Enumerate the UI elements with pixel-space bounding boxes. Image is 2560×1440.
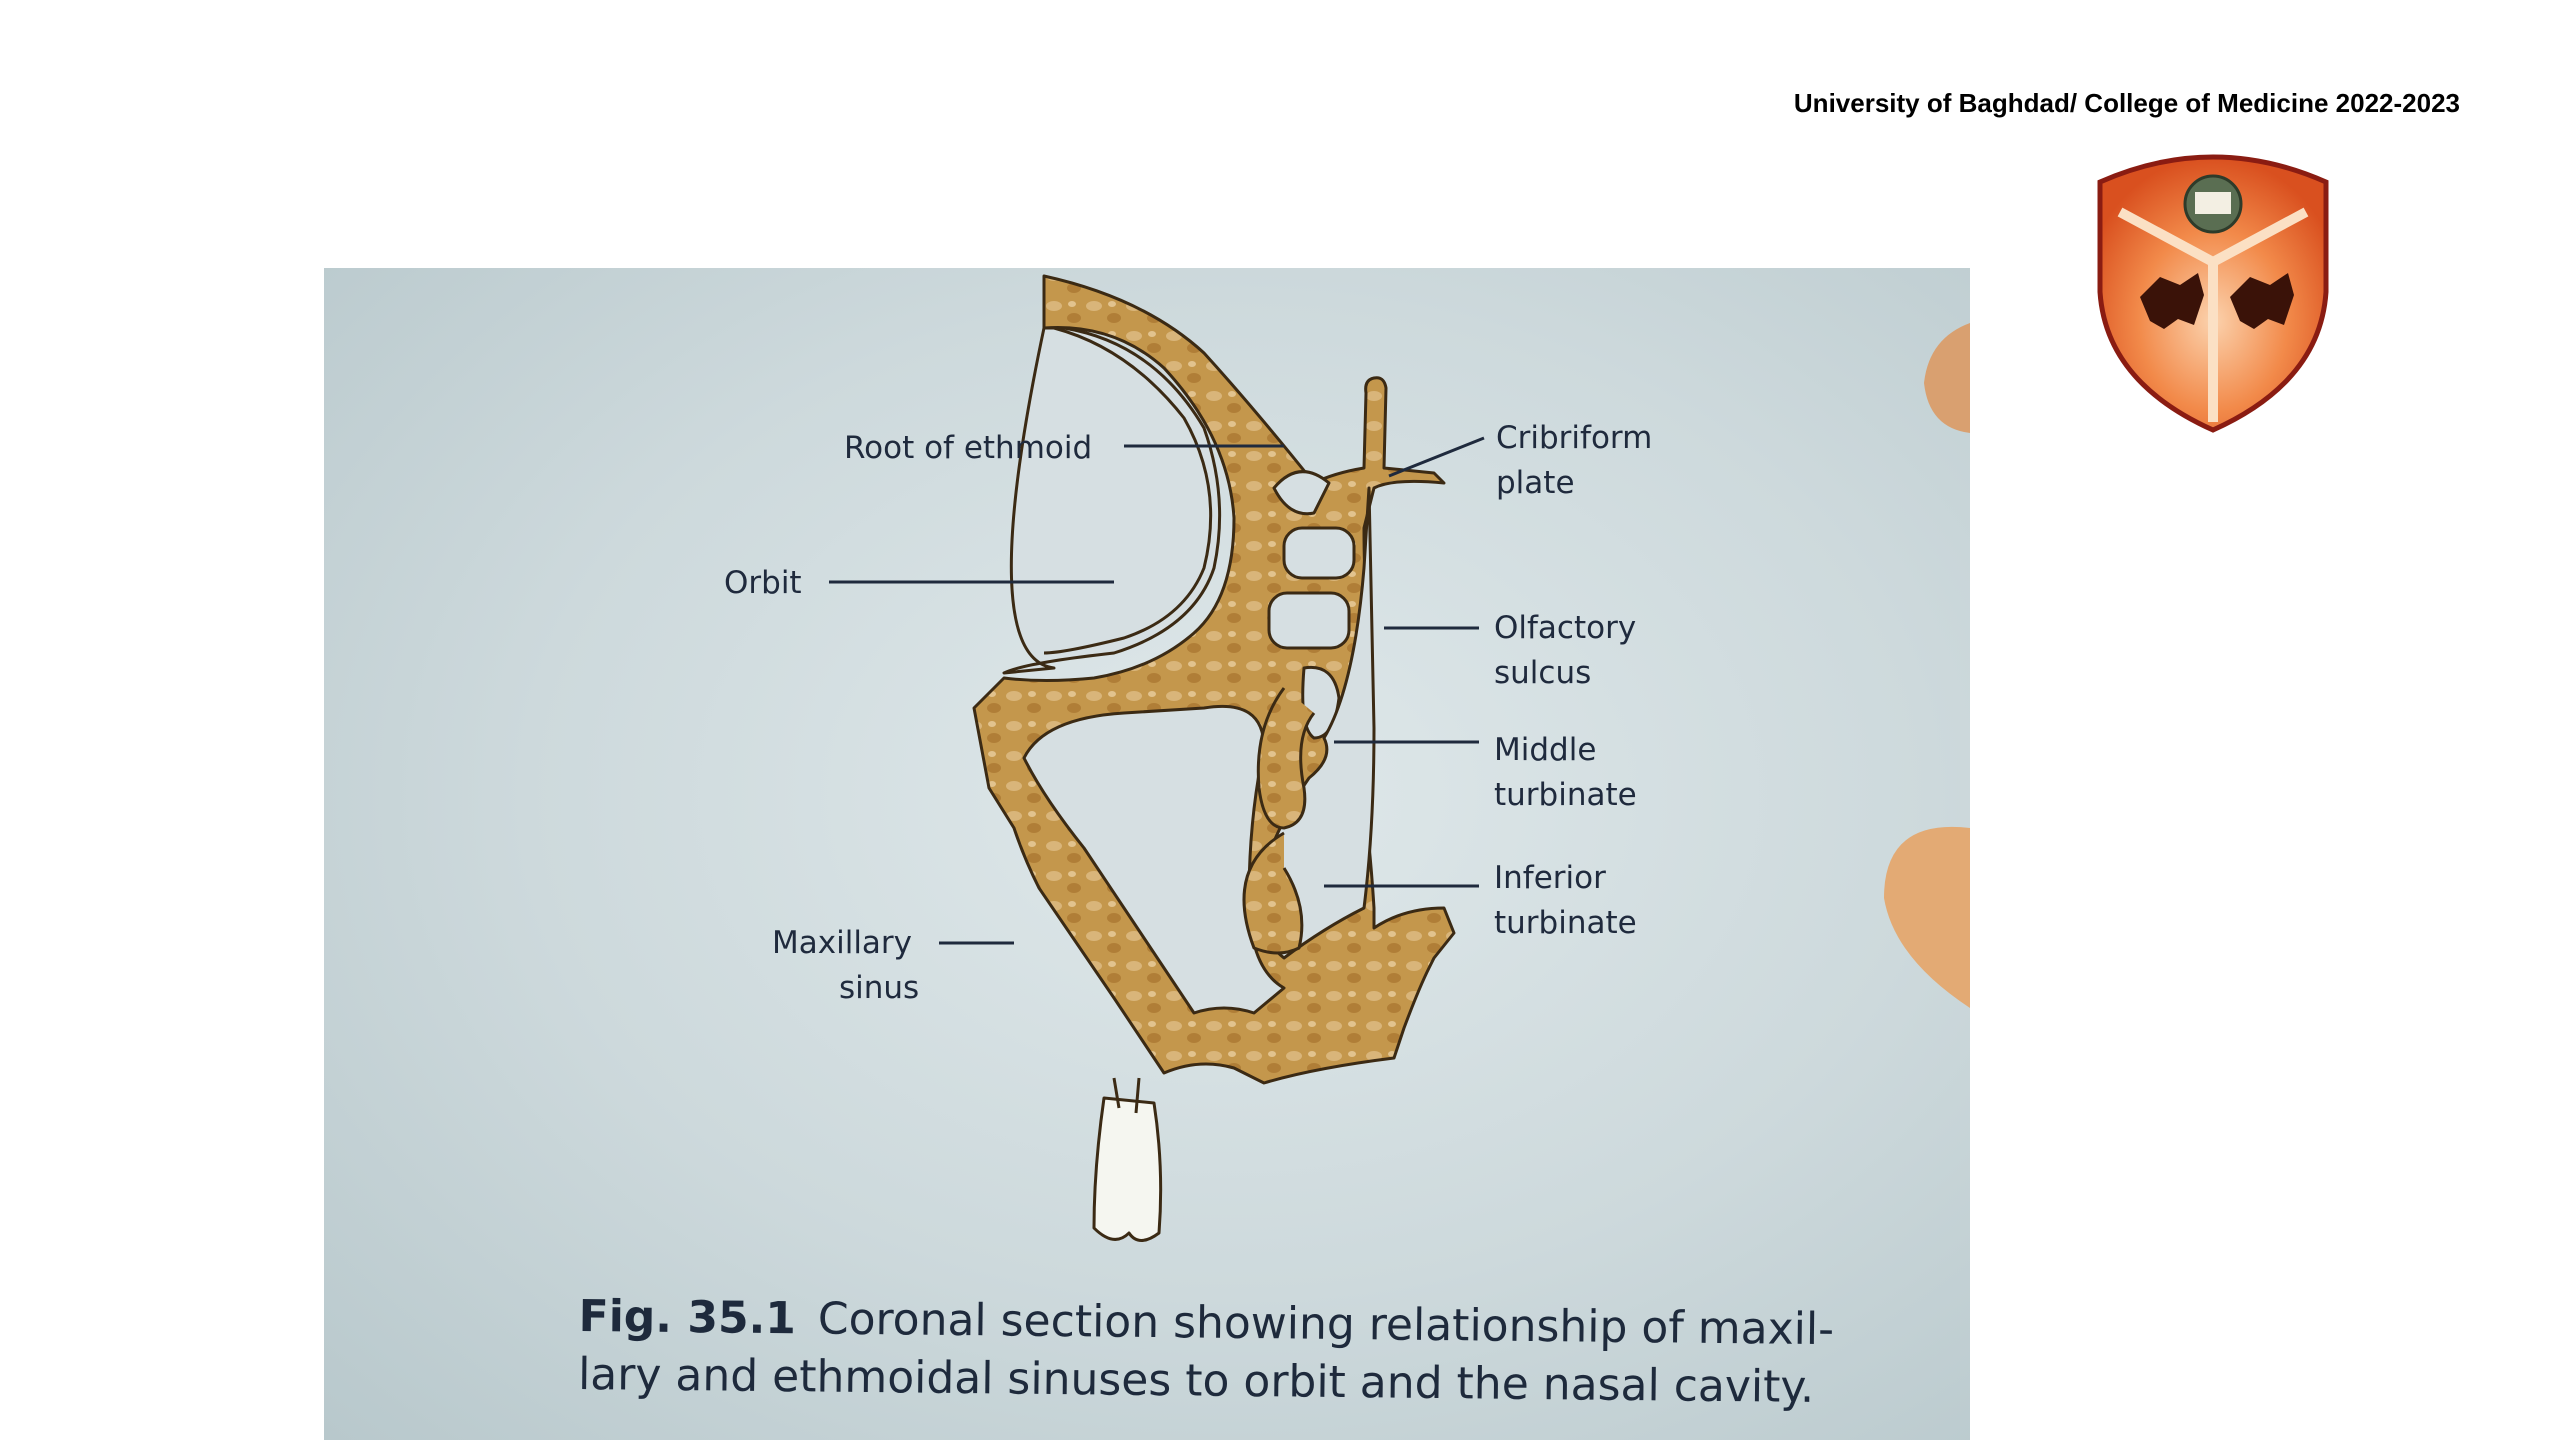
edge-artifact-bottom <box>1884 827 1970 1008</box>
label-maxillary-sinus-line1: Maxillary <box>772 925 913 961</box>
label-middle-turbinate-line2: turbinate <box>1494 777 1637 813</box>
figure-number: Fig. 35.1 <box>578 1290 797 1345</box>
label-inferior-turbinate-line1: Inferior <box>1494 860 1606 896</box>
label-inferior-turbinate-line2: turbinate <box>1494 905 1637 941</box>
label-middle-turbinate-line1: Middle <box>1494 732 1597 768</box>
label-cribriform-line2: plate <box>1496 465 1575 501</box>
figure-caption-text: Coronal section showing relationship of maxil-lary and ethmoidal sinuses to orbit and the nasal cavity. <box>577 1293 1835 1413</box>
edge-artifact-top <box>1924 323 1970 433</box>
label-cribriform-line1: Cribriform <box>1496 420 1653 456</box>
figure-caption <box>578 1288 1909 1418</box>
page-header: University of Baghdad/ College of Medicine 2022-2023 <box>1793 88 2460 118</box>
label-maxillary-sinus-line2: sinus <box>839 970 920 1006</box>
university-logo <box>2080 142 2346 442</box>
bone-structure <box>974 276 1454 1241</box>
label-olfactory-line2: sulcus <box>1494 655 1592 691</box>
label-root-of-ethmoid: Root of ethmoid <box>844 430 1093 466</box>
label-olfactory-line1: Olfactory <box>1494 610 1637 646</box>
anatomy-figure-photo <box>324 268 1970 1440</box>
label-orbit: Orbit <box>724 565 802 601</box>
